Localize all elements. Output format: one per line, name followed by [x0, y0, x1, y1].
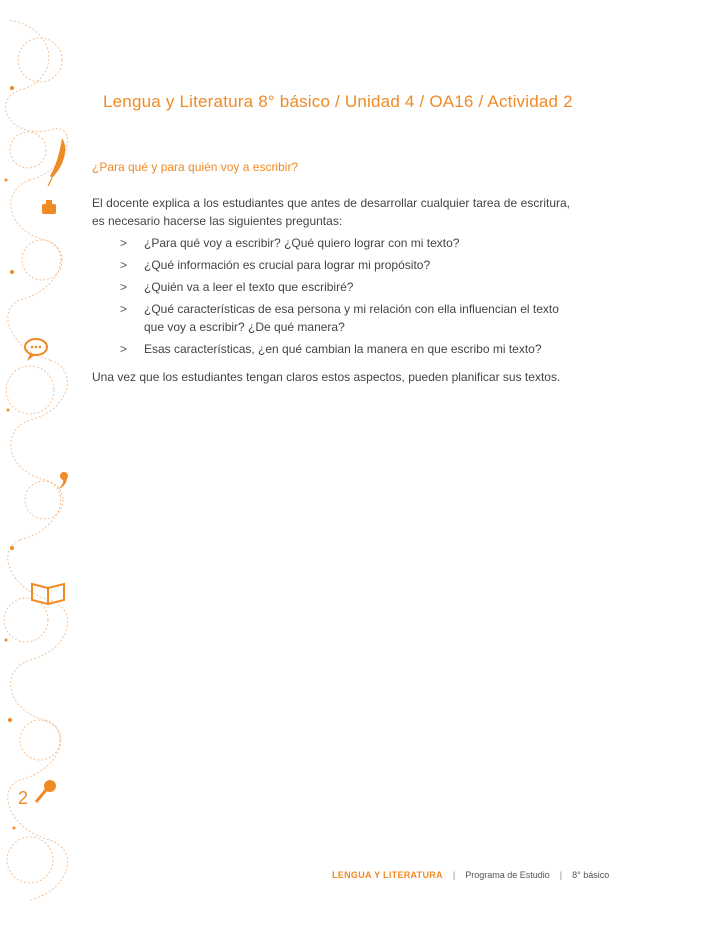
activity-content [92, 194, 570, 386]
footer-separator: | [559, 870, 563, 880]
bullet-marker: > [120, 302, 128, 316]
footer-program: Programa de Estudio [465, 870, 550, 880]
question-text: Esas características, ¿en qué cambian la manera en que escribo mi texto? [144, 342, 542, 356]
footer-subject: LENGUA Y LITERATURA [332, 870, 443, 880]
question-text: ¿Qué características de esa persona y mi relación con ella influencian el texto que voy a escribir? ¿De qué manera? [144, 302, 559, 334]
bullet-marker: > [120, 258, 128, 272]
bullet-marker: > [120, 342, 128, 356]
list-item [92, 256, 570, 274]
open-book-icon [32, 584, 64, 604]
question-text: ¿Qué información es crucial para lograr mi propósito? [144, 258, 431, 272]
svg-text:2: 2 [18, 788, 29, 808]
bullet-marker: > [120, 236, 128, 250]
page-title: Lengua y Literatura 8° básico / Unidad 4 / OA16 / Actividad 2 [103, 92, 573, 111]
bullet-marker: > [120, 280, 128, 294]
question-text: ¿Quién va a leer el texto que escribiré? [144, 280, 354, 294]
microphone-icon [18, 780, 56, 808]
intro-paragraph: El docente explica a los estudiantes que antes de desarrollar cualquier tarea de escritura, es necesario hacerse las siguientes preguntas: [92, 196, 570, 228]
list-item [92, 234, 570, 252]
list-item [92, 340, 570, 358]
footer-grade: 8° básico [572, 870, 610, 880]
page-footer [332, 870, 609, 880]
inkwell-icon [42, 200, 56, 214]
closing-paragraph: Una vez que los estudiantes tengan claros estos aspectos, pueden planificar sus textos. [92, 370, 561, 384]
section-heading: ¿Para qué y para quién voy a escribir? [92, 160, 299, 174]
list-item [92, 300, 570, 336]
question-text: ¿Para qué voy a escribir? ¿Qué quiero lograr con mi texto? [144, 236, 460, 250]
footer-separator: | [452, 870, 456, 880]
quill-icon [48, 138, 65, 186]
decorative-margin [0, 0, 80, 932]
list-item [92, 278, 570, 296]
comma-icon [58, 472, 68, 489]
question-list [92, 234, 570, 358]
